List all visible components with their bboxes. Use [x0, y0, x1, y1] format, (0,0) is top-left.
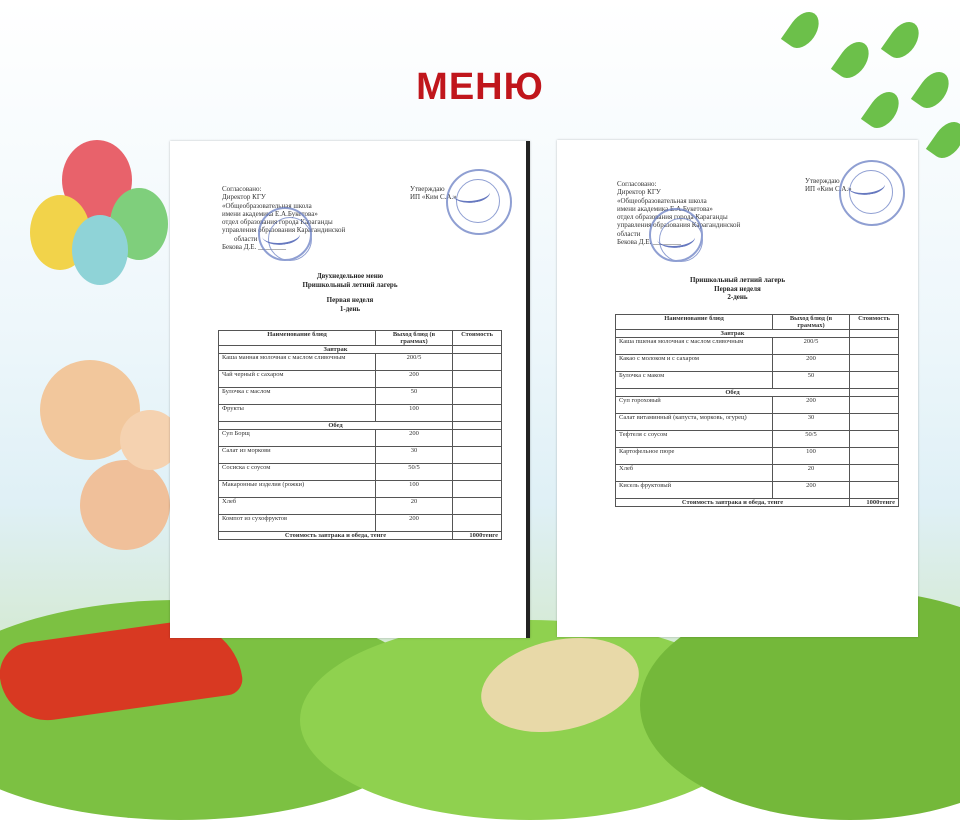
- header-line: «Общеобразовательная школа: [617, 196, 707, 205]
- total-value: 1000тенге: [850, 499, 899, 507]
- dish-name: Суп гороховый: [616, 397, 773, 414]
- dish-name: Кисель фруктовый: [616, 482, 773, 499]
- dish-name: Хлеб: [616, 465, 773, 482]
- table-row: [616, 414, 899, 431]
- section-row: [616, 389, 899, 397]
- table-row: [219, 430, 502, 447]
- header-line: области: [617, 229, 641, 238]
- table-row: [219, 354, 502, 371]
- table-row: [219, 447, 502, 464]
- doc-heading: [557, 276, 918, 302]
- column-header: Наименование блюд: [616, 315, 773, 330]
- column-header: Стоимость: [850, 315, 899, 330]
- dish-output: 200: [376, 371, 453, 388]
- table-row: [219, 498, 502, 515]
- section-label: Обед: [616, 389, 850, 397]
- header-line: Утверждаю: [805, 177, 840, 185]
- dish-output: 50: [376, 388, 453, 405]
- dish-name: Какао с молоком и с сахаром: [616, 355, 773, 372]
- table-row: [219, 405, 502, 422]
- dish-name: Каша манная молочная с маслом сливочным: [219, 354, 376, 371]
- dish-name: Картофельное пюре: [616, 448, 773, 465]
- dish-output: 100: [376, 481, 453, 498]
- balloon-icon: [72, 215, 128, 285]
- dish-name: Компот из сухофруктов: [219, 515, 376, 532]
- header-line: Согласовано:: [222, 185, 262, 193]
- header-line: ИП «Ким С.А.»: [805, 185, 852, 194]
- table-row: [616, 338, 899, 355]
- section-label: Обед: [219, 422, 453, 430]
- section-row: [219, 346, 502, 354]
- table-header-row: [616, 315, 899, 330]
- dish-name: Салат из моркови: [219, 447, 376, 464]
- menu-table: [615, 314, 899, 507]
- heading-line: Двухнедельное меню: [316, 272, 384, 280]
- heading-line: Первая неделя: [326, 296, 374, 304]
- dish-output: 50: [773, 372, 850, 389]
- dish-name: Тефтеля с соусом: [616, 431, 773, 448]
- dish-output: 100: [376, 405, 453, 422]
- dish-output: 20: [773, 465, 850, 482]
- table-row: [616, 355, 899, 372]
- dish-output: 100: [773, 448, 850, 465]
- table-row: [616, 465, 899, 482]
- kid-icon: [80, 460, 170, 550]
- dish-name: Макаронные изделия (рожки): [219, 481, 376, 498]
- header-line: отдел образования города Караганды: [222, 218, 333, 227]
- table-row: [219, 371, 502, 388]
- table-row: [219, 481, 502, 498]
- header-line: управления образования Карагандинской: [617, 221, 741, 230]
- heading-line: Первая неделя: [714, 284, 761, 293]
- dish-name: Булочка с маслом: [219, 388, 376, 405]
- header-line: ИП «Ким С.А.»: [410, 193, 457, 202]
- table-row: [219, 464, 502, 481]
- header-line: имени академика Е.А.Букетова»: [617, 204, 713, 213]
- section-label: Завтрак: [616, 330, 850, 338]
- total-label: Стоимость завтрака и обеда, тенге: [219, 532, 453, 540]
- page-title: МЕНЮ: [416, 66, 544, 108]
- table-header-row: [219, 331, 502, 346]
- dish-name: Булочка с маком: [616, 372, 773, 389]
- dish-output: 30: [773, 414, 850, 431]
- column-header: Наименование блюд: [219, 331, 376, 346]
- scan-edge: [526, 141, 530, 638]
- dish-output: 200: [773, 355, 850, 372]
- header-line: управления образования Карагандинской: [222, 226, 346, 235]
- section-row: [219, 422, 502, 430]
- dish-output: 200: [773, 482, 850, 499]
- table-row: [616, 431, 899, 448]
- heading-line: Пришкольный летний лагерь: [302, 280, 398, 289]
- dish-name: Суп Борщ: [219, 430, 376, 447]
- dish-output: 200: [773, 397, 850, 414]
- total-row: [616, 499, 899, 507]
- header-line: отдел образования города Караганды: [617, 213, 728, 222]
- dish-output: 200/5: [376, 354, 453, 371]
- dish-name: Сосиска с соусом: [219, 464, 376, 481]
- section-label: Завтрак: [219, 346, 453, 354]
- total-value: 1000тенге: [453, 532, 502, 540]
- stamp-icon: [446, 169, 512, 235]
- dish-output: 50/5: [773, 431, 850, 448]
- column-header: Выход блюд (в граммах): [773, 315, 850, 330]
- header-line: «Общеобразовательная школа: [222, 201, 312, 210]
- menu-document-day-2: [557, 140, 918, 637]
- table-row: [616, 397, 899, 414]
- dish-output: 200/5: [773, 338, 850, 355]
- table-row: [616, 372, 899, 389]
- total-row: [219, 532, 502, 540]
- table-row: [616, 482, 899, 499]
- table-row: [219, 388, 502, 405]
- header-line: Согласовано:: [617, 180, 657, 188]
- header-line: Директор КГУ: [222, 193, 266, 202]
- dish-name: Чай черный с сахаром: [219, 371, 376, 388]
- dish-output: 50/5: [376, 464, 453, 481]
- dish-output: 30: [376, 447, 453, 464]
- menu-table: [218, 330, 502, 540]
- section-row: [616, 330, 899, 338]
- menu-document-day-1: [170, 141, 530, 638]
- heading-line: Пришкольный летний лагерь: [689, 276, 786, 284]
- dish-output: 200: [376, 430, 453, 447]
- table-row: [616, 448, 899, 465]
- heading-line: 2-день: [727, 293, 748, 301]
- dish-name: Салат витаминный (капуста, морковь, огурец): [616, 414, 773, 431]
- header-line: области: [234, 234, 258, 243]
- header-line: Бекова Д.Е. ________: [222, 243, 287, 252]
- table-row: [219, 515, 502, 532]
- dish-name: Каша пшеная молочная с маслом сливочным: [616, 338, 773, 355]
- heading-line: [170, 289, 530, 296]
- header-line: Утверждаю: [410, 185, 445, 193]
- total-label: Стоимость завтрака и обеда, тенге: [616, 499, 850, 507]
- column-header: Стоимость: [453, 331, 502, 346]
- header-line: Бекова Д.Е. ________: [617, 238, 682, 247]
- doc-heading: [170, 272, 530, 313]
- header-line: имени академика Е.А.Букетова»: [222, 209, 318, 218]
- column-header: Выход блюд (в граммах): [376, 331, 453, 346]
- dish-output: 20: [376, 498, 453, 515]
- heading-line: 1-день: [339, 304, 361, 313]
- dish-name: Хлеб: [219, 498, 376, 515]
- header-line: Директор КГУ: [617, 188, 661, 197]
- dish-output: 200: [376, 515, 453, 532]
- dish-name: Фрукты: [219, 405, 376, 422]
